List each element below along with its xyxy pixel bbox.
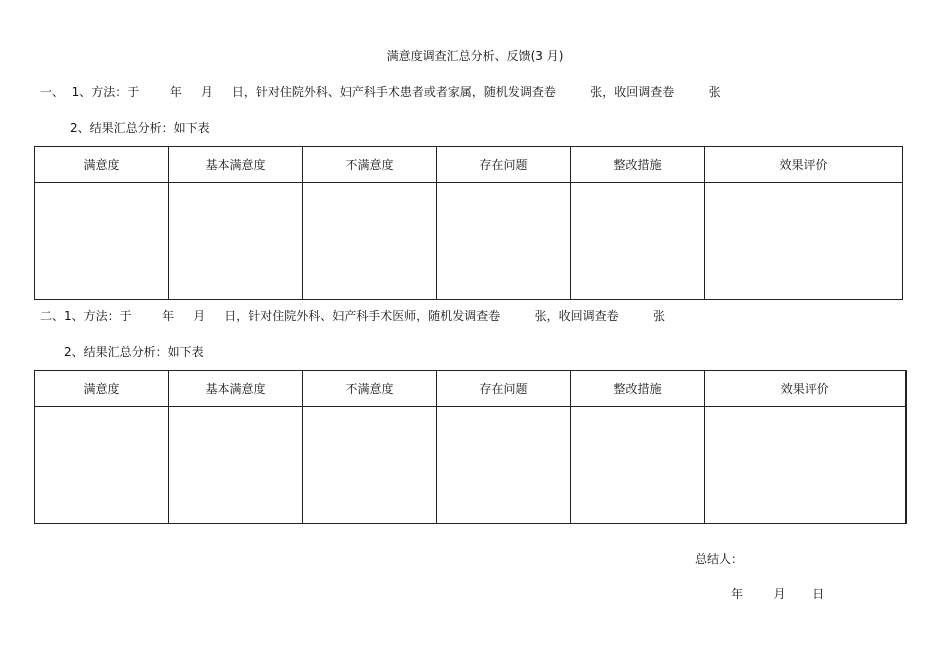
table-header-row (35, 147, 903, 183)
table-cell (169, 407, 303, 524)
table-cell (705, 183, 903, 300)
section1-method-line: 一、 1、方法：于 年 月 日，针对住院外科、妇产科手术患者或者家属，随机发调查卷 张，收回调查卷 张 (40, 85, 721, 99)
header-cell-dissatisfaction: 不满意度 (303, 371, 437, 407)
document-title: 满意度调查汇总分析、反馈(3 月) (386, 49, 564, 63)
header-cell-corrective-measures: 整改措施 (571, 147, 705, 183)
table-row (35, 183, 903, 300)
header-cell-basic-satisfaction: 基本满意度 (169, 147, 303, 183)
table-cell (303, 407, 437, 524)
table-header-row (35, 371, 906, 407)
table-row (35, 407, 906, 524)
table-cell (437, 183, 571, 300)
header-cell-effect-evaluation: 效果评价 (705, 147, 903, 183)
header-cell-basic-satisfaction: 基本满意度 (169, 371, 303, 407)
section1-summary-line: 2、结果汇总分析：如下表 (70, 121, 210, 135)
header-cell-corrective-measures: 整改措施 (571, 371, 705, 407)
table-cell (571, 407, 705, 524)
table-cell (437, 407, 571, 524)
table-cell (303, 183, 437, 300)
table-cell (571, 183, 705, 300)
table-cell (169, 183, 303, 300)
section1-results-table (34, 146, 903, 300)
signer-label: 总结人： (695, 552, 744, 566)
section2-summary-line: 2、结果汇总分析：如下表 (64, 345, 204, 359)
section2-method-line: 二、1、方法：于 年 月 日，针对住院外科、妇产科手术医师，随机发调查卷 张，收回调查卷 张 (40, 309, 665, 323)
header-cell-dissatisfaction: 不满意度 (303, 147, 437, 183)
header-cell-problems: 存在问题 (437, 371, 571, 407)
header-cell-problems: 存在问题 (437, 147, 571, 183)
header-cell-satisfaction: 满意度 (35, 147, 169, 183)
section2-results-table (34, 370, 907, 524)
header-cell-effect-evaluation: 效果评价 (705, 371, 906, 407)
header-cell-satisfaction: 满意度 (35, 371, 169, 407)
table-cell (35, 407, 169, 524)
table-cell (35, 183, 169, 300)
date-line: 年 月 日 (731, 587, 825, 601)
table-cell (705, 407, 906, 524)
